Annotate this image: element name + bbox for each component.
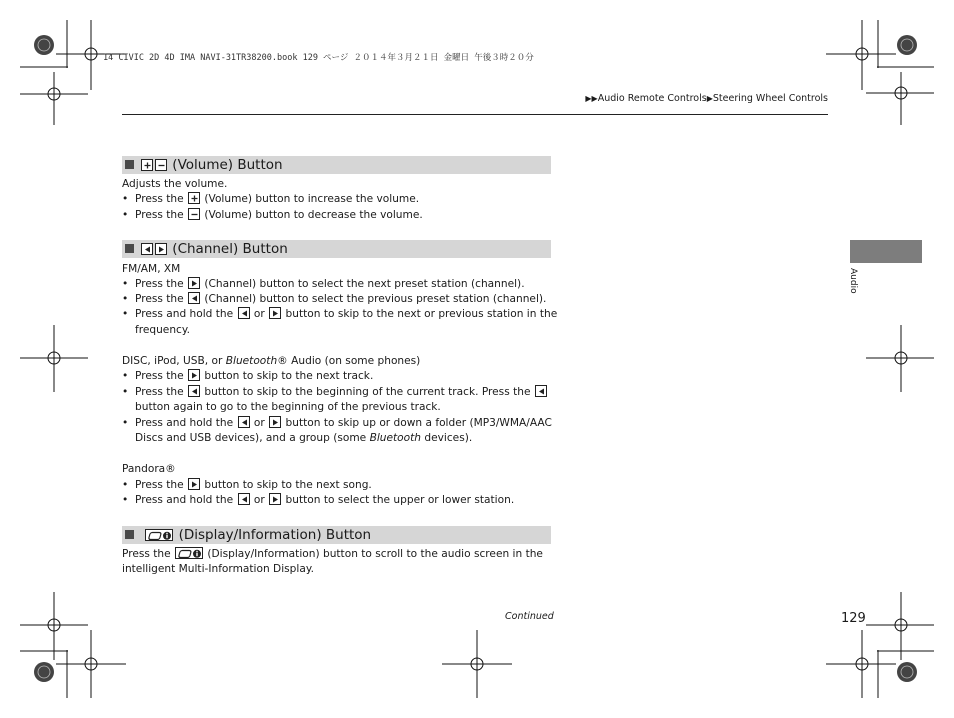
- channel-section-heading: [122, 240, 551, 258]
- chapter-tab[interactable]: [850, 240, 922, 263]
- minus-icon: [188, 208, 200, 220]
- breadcrumb-separator: ▶: [706, 94, 713, 103]
- section-bullet-icon: [125, 244, 134, 253]
- disc-bullet-1: • Press the button to skip to the next track.: [122, 370, 374, 382]
- fm-bullet-2: • Press the (Channel) button to select the previous preset station (channel).: [122, 293, 547, 305]
- triangle-left-icon: [141, 243, 153, 255]
- triangle-right-icon: [269, 416, 281, 428]
- breadcrumb-arrows: ▶▶: [585, 94, 598, 103]
- fm-heading: FM/AM, XM: [122, 263, 181, 275]
- display-info-icon: [175, 547, 203, 559]
- header-rule: [122, 114, 828, 115]
- triangle-left-icon: [535, 385, 547, 397]
- triangle-left-icon: [238, 493, 250, 505]
- display-section-title: (Display/Information) Button: [178, 527, 372, 543]
- print-header: 14 CIVIC 2D 4D IMA NAVI-31TR38200.book 129 ページ ２０１４年３月２１日 金曜日 午後３時２０分: [103, 53, 534, 63]
- disc-heading: DISC, iPod, USB, or Bluetooth® Audio (on some phones): [122, 355, 421, 367]
- display-paragraph-line-2: intelligent Multi-Information Display.: [122, 563, 314, 575]
- channel-section-title: (Channel) Button: [172, 241, 288, 257]
- fm-bullet-3: • Press and hold the or button to skip to the next or previous station in the: [122, 308, 558, 320]
- triangle-right-icon: [269, 307, 281, 319]
- breadcrumb-audio-remote[interactable]: Audio Remote Controls: [597, 93, 707, 104]
- triangle-right-icon: [188, 369, 200, 381]
- pandora-bullet-2: • Press and hold the or button to select the upper or lower station.: [122, 494, 515, 506]
- triangle-right-icon: [188, 277, 200, 289]
- chapter-tab-label: Audio: [848, 268, 858, 294]
- section-bullet-icon: [125, 530, 134, 539]
- plus-icon: [141, 159, 153, 171]
- volume-intro: Adjusts the volume.: [122, 178, 228, 190]
- volume-bullet-2: • Press the (Volume) button to decrease the volume.: [122, 209, 423, 221]
- breadcrumb-steering-wheel[interactable]: Steering Wheel Controls: [712, 93, 828, 104]
- fm-bullet-1: • Press the (Channel) button to select the next preset station (channel).: [122, 278, 525, 290]
- triangle-left-icon: [188, 385, 200, 397]
- pandora-heading: Pandora®: [122, 463, 176, 475]
- triangle-left-icon: [238, 307, 250, 319]
- disc-bullet-2-cont: button again to go to the beginning of the previous track.: [135, 401, 441, 413]
- volume-section-heading: [122, 156, 551, 174]
- triangle-right-icon: [188, 478, 200, 490]
- pandora-bullet-1: • Press the button to skip to the next song.: [122, 479, 372, 491]
- triangle-right-icon: [155, 243, 167, 255]
- continued-label: Continued: [505, 611, 554, 622]
- section-bullet-icon: [125, 160, 134, 169]
- plus-icon: [188, 192, 200, 204]
- disc-bullet-2: • Press the button to skip to the beginning of the current track. Press the: [122, 385, 548, 401]
- triangle-left-icon: [238, 416, 250, 428]
- breadcrumb: [585, 93, 828, 104]
- volume-section-title: (Volume) Button: [172, 157, 283, 173]
- display-section-heading: [122, 526, 551, 544]
- page-number: 129: [841, 611, 866, 626]
- display-info-icon: [145, 529, 173, 541]
- display-paragraph-line-1: Press the (Display/Information) button to scroll to the audio screen in the: [122, 548, 543, 560]
- volume-bullet-1: • Press the (Volume) button to increase the volume.: [122, 193, 420, 205]
- fm-bullet-3-cont: frequency.: [135, 324, 190, 336]
- disc-bullet-3: • Press and hold the or button to skip up or down a folder (MP3/WMA/AAC: [122, 417, 552, 429]
- triangle-right-icon: [269, 493, 281, 505]
- disc-bullet-3-cont: Discs and USB devices), and a group (some Bluetooth devices).: [135, 432, 473, 444]
- triangle-left-icon: [188, 292, 200, 304]
- minus-icon: [155, 159, 167, 171]
